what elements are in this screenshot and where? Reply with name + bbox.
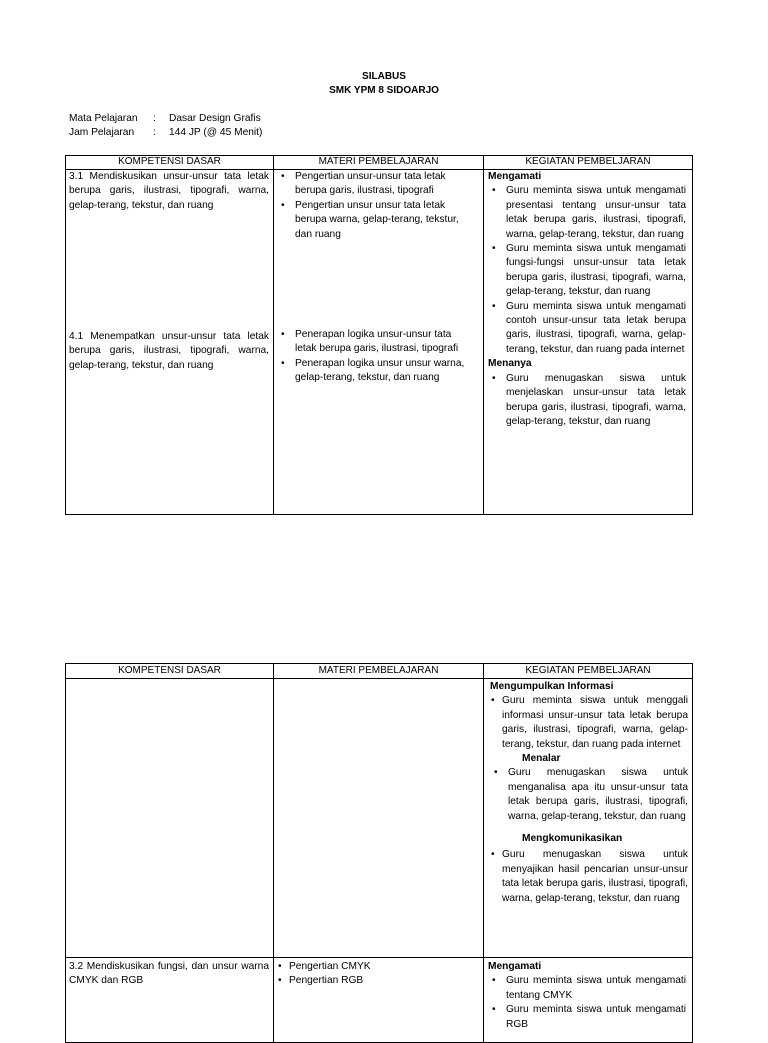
subject-label: Mata Pelajaran bbox=[69, 113, 138, 124]
mengkomunikasikan-item: • Guru menugaskan siswa untuk menyajikan hasil pencarian unsur-unsur tata letak berupa garis, ilustrasi, tipografi, warna, gelap-terang, tekstur, dan ruang bbox=[490, 848, 688, 906]
materi-4-1 bbox=[277, 328, 475, 386]
kd-3-2: 3.2 Mendiskusikan fungsi, dan unsur warna CMYK dan RGB bbox=[69, 961, 269, 987]
mengumpulkan-heading: Mengumpulkan Informasi bbox=[490, 681, 614, 692]
menanya-heading: Menanya bbox=[488, 358, 532, 370]
table-1-divider-2 bbox=[483, 155, 484, 515]
mengamati-item: • Guru meminta siswa untuk mengamati contoh unsur-unsur tata letak berupa garis, ilustrasi, tipografi, warna, gelap-terang, tekstur, dan ruang pada internet bbox=[488, 300, 686, 358]
hours-row bbox=[69, 126, 262, 140]
kegiatan-3-2 bbox=[488, 960, 686, 1032]
materi-3-1-item: • Pengertian unsur unsur tata letak berupa warna, gelap-terang, tekstur, dan ruang bbox=[277, 199, 475, 242]
kegiatan-table-2 bbox=[490, 680, 688, 906]
mengamati-item: • Guru meminta siswa untuk mengamati tentang CMYK bbox=[488, 974, 686, 1003]
subject-row bbox=[69, 112, 261, 126]
menanya-item: • Guru menugaskan siswa untuk menjelaskan unsur-unsur tata letak berupa garis, ilustrasi, tipografi, warna, gelap-terang, tekstur, dan ruang bbox=[488, 372, 686, 430]
menalar-item: • Guru menugaskan siswa untuk menganalisa apa itu unsur-unsur tata letak berupa garis, ilustrasi, tipografi, warna, gelap-terang, tekstur, dan ruang bbox=[490, 766, 688, 824]
mengamati-item: • Guru meminta siswa untuk mengamati RGB bbox=[488, 1003, 686, 1032]
table-2-divider-2 bbox=[483, 663, 484, 1043]
kd-4-1: 4.1 Menempatkan unsur-unsur tata letak berupa garis, ilustrasi, tipografi, warna, gelap-terang, tekstur, dan ruang bbox=[69, 331, 269, 371]
materi-4-1-item: • Penerapan logika unsur-unsur tata letak berupa garis, ilustrasi, tipografi bbox=[277, 328, 475, 357]
mengkomunikasikan-heading: Mengkomunikasikan bbox=[522, 833, 623, 845]
header-kegiatan-pembelajaran: KEGIATAN PEMBELJARAN bbox=[525, 156, 651, 167]
materi-3-2 bbox=[277, 960, 475, 989]
hours-label: Jam Pelajaran bbox=[69, 127, 135, 138]
subject-colon: : bbox=[153, 113, 156, 124]
materi-3-1 bbox=[277, 170, 475, 242]
header-materi-pembelajaran: MATERI PEMBELAJARAN bbox=[318, 156, 439, 167]
subject-value: Dasar Design Grafis bbox=[169, 113, 261, 124]
kegiatan-table-1 bbox=[488, 170, 686, 429]
header-kompetensi-dasar: KOMPETENSI DASAR bbox=[118, 665, 221, 676]
materi-3-2-item: • Pengertian CMYK bbox=[277, 960, 475, 974]
materi-4-1-item: • Penerapan logika unsur unsur warna, gelap-terang, tekstur, dan ruang bbox=[277, 357, 475, 386]
materi-3-1-item: • Pengertian unsur-unsur tata letak berupa garis, ilustrasi, tipografi bbox=[277, 170, 475, 199]
menalar-heading: Menalar bbox=[522, 753, 561, 765]
school-name: SMK YPM 8 SIDOARJO bbox=[329, 85, 439, 96]
table-2-row-line bbox=[65, 957, 693, 958]
hours-value: 144 JP (@ 45 Menit) bbox=[169, 127, 263, 138]
mengamati-heading: Mengamati bbox=[488, 171, 542, 182]
header-kegiatan-pembelajaran: KEGIATAN PEMBELJARAN bbox=[525, 665, 651, 676]
table-2-divider-1 bbox=[273, 663, 274, 1043]
mengumpulkan-item: • Guru meminta siswa untuk menggali informasi unsur-unsur tata letak berupa garis, ilustrasi, tipografi, warna, gelap-terang, tekstur, dan ruang pada internet bbox=[490, 694, 688, 752]
hours-colon: : bbox=[153, 127, 156, 138]
materi-3-2-item: • Pengertian RGB bbox=[277, 974, 475, 988]
mengamati-heading: Mengamati bbox=[488, 961, 542, 972]
mengamati-item: • Guru meminta siswa untuk mengamati presentasi tentang unsur-unsur tata letak berupa garis, ilustrasi, tipografi, warna, gelap-terang, tekstur, dan ruang bbox=[488, 184, 686, 242]
document-title: SILABUS bbox=[362, 71, 406, 82]
header-kompetensi-dasar: KOMPETENSI DASAR bbox=[118, 156, 221, 167]
header-materi-pembelajaran: MATERI PEMBELAJARAN bbox=[318, 665, 439, 676]
table-1-divider-1 bbox=[273, 155, 274, 515]
mengamati-item: • Guru meminta siswa untuk mengamati fungsi-fungsi unsur-unsur tata letak berupa garis, ilustrasi, tipografi, warna, gelap-terang, tekstur, dan ruang bbox=[488, 242, 686, 300]
kd-3-1: 3.1 Mendiskusikan unsur-unsur tata letak berupa garis, ilustrasi, tipografi, warna, gelap-terang, tekstur, dan ruang bbox=[69, 171, 269, 211]
